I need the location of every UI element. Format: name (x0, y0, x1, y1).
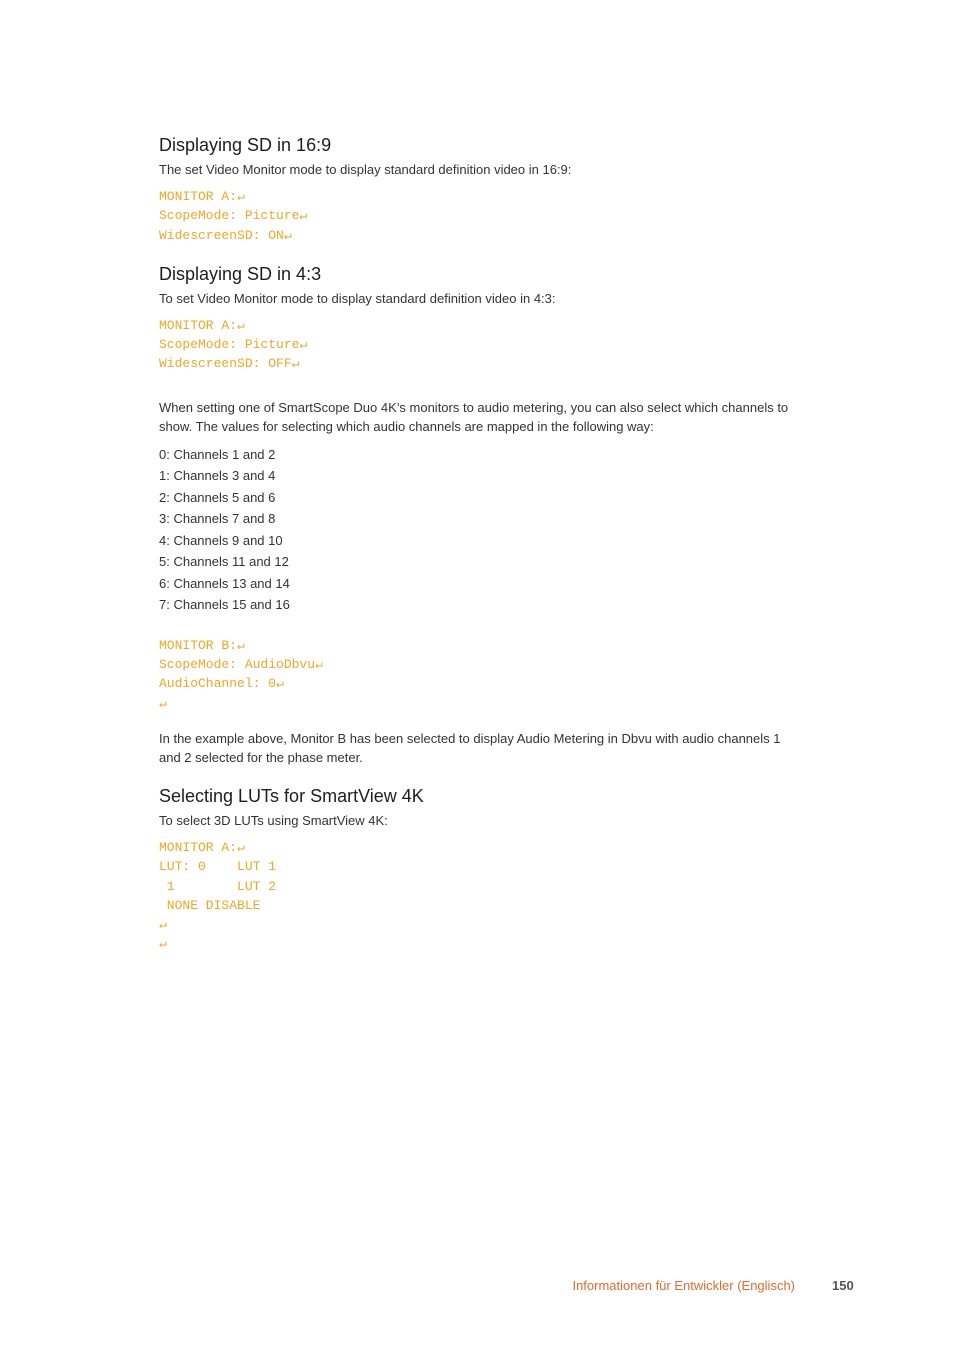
intro-sd-16-9: The set Video Monitor mode to display standard definition video in 16:9: (159, 162, 572, 177)
list-item: 1: Channels 3 and 4 (159, 468, 276, 484)
list-item: 5: Channels 11 and 12 (159, 554, 289, 570)
list-item: 7: Channels 15 and 16 (159, 597, 290, 613)
audio-note: In the example above, Monitor B has been selected to display Audio Metering in Dbvu with audio channels 1 and 2 selected for the phase meter. (159, 730, 781, 765)
code-block-sd-16-9: MONITOR A:↵ ScopeMode: Picture↵ WidescreenSD: ON↵ (159, 189, 308, 243)
code-block-audio: MONITOR B:↵ ScopeMode: AudioDbvu↵ AudioChannel: 0↵ ↵ (159, 637, 323, 711)
audio-intro: When setting one of SmartScope Duo 4K’s monitors to audio metering, you can also select which channels to show. The values for selecting which audio channels are mapped in the following way: (159, 399, 789, 434)
list-item: 4: Channels 9 and 10 (159, 532, 283, 548)
list-item: 2: Channels 5 and 6 (159, 489, 276, 505)
code-block-luts: MONITOR A:↵ LUT: 0 LUT 1 1 LUT 2 NONE DISABLE ↵ ↵ (159, 839, 277, 952)
heading-luts: Selecting LUTs for SmartView 4K (159, 785, 424, 806)
page-content (159, 134, 799, 954)
intro-luts: To select 3D LUTs using SmartView 4K: (159, 812, 388, 828)
audio-channel-list (159, 444, 799, 616)
list-item: 6: Channels 13 and 14 (159, 575, 290, 591)
intro-sd-4-3: To set Video Monitor mode to display standard definition video in 4:3: (159, 290, 556, 306)
code-block-sd-4-3: MONITOR A:↵ ScopeMode: Picture↵ WidescreenSD: OFF↵ (159, 317, 308, 372)
heading-sd-4-3: Displaying SD in 4:3 (159, 263, 322, 284)
heading-sd-16-9: Displaying SD in 16:9 (159, 135, 332, 155)
page-footer (0, 1278, 954, 1296)
list-item: 0: Channels 1 and 2 (159, 446, 276, 462)
footer-section-title: Informationen für Entwickler (Englisch) (572, 1278, 795, 1293)
list-item: 3: Channels 7 and 8 (159, 511, 276, 527)
page-number: 150 (832, 1278, 854, 1293)
